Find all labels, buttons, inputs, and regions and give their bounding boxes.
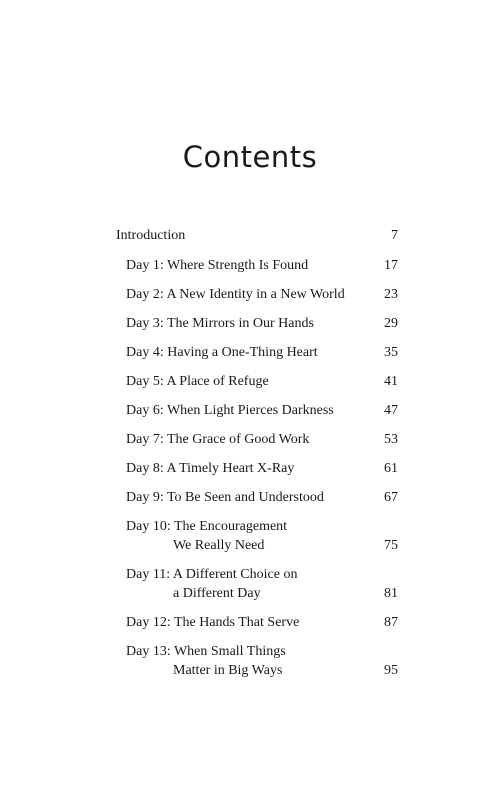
toc-entry-label: Day 4: Having a One-Thing Heart — [126, 345, 318, 360]
toc-entry-day-1[interactable] — [116, 256, 398, 275]
toc-entry-day-10[interactable] — [116, 517, 398, 555]
toc-page-number: 67 — [384, 490, 398, 505]
table-of-contents — [116, 226, 398, 690]
toc-entry-label: Day 12: The Hands That Serve — [126, 615, 300, 630]
toc-page-number: 29 — [384, 316, 398, 331]
toc-entry-day-2[interactable] — [116, 285, 398, 304]
toc-entry-label: Day 1: Where Strength Is Found — [126, 258, 309, 273]
toc-entry-day-3[interactable] — [116, 314, 398, 333]
toc-entry-day-12[interactable] — [116, 613, 398, 632]
toc-entry-day-6[interactable] — [116, 401, 398, 420]
toc-page-number: 75 — [384, 538, 398, 553]
toc-entry-day-11[interactable] — [116, 565, 398, 603]
toc-page-number: 81 — [384, 586, 398, 601]
toc-entry-label: Introduction — [116, 228, 186, 243]
toc-entry-label-continued: a Different Day — [173, 586, 261, 601]
toc-entry-label: Day 11: A Different Choice on — [126, 567, 298, 582]
toc-page-number: 41 — [384, 374, 398, 389]
toc-entry-label: Day 13: When Small Things — [126, 644, 286, 659]
toc-entry-day-8[interactable] — [116, 459, 398, 478]
toc-entry-day-13[interactable] — [116, 642, 398, 680]
toc-entry-day-4[interactable] — [116, 343, 398, 362]
toc-entry-label: Day 10: The Encouragement — [126, 519, 288, 534]
toc-page-number: 61 — [384, 461, 398, 476]
toc-entry-day-5[interactable] — [116, 372, 398, 391]
toc-entry-label-block — [126, 517, 398, 555]
toc-entry-label-continued: We Really Need — [173, 538, 265, 553]
toc-entry-label: Day 3: The Mirrors in Our Hands — [126, 316, 314, 331]
toc-entry-label: Day 2: A New Identity in a New World — [126, 287, 345, 302]
toc-entry-day-7[interactable] — [116, 430, 398, 449]
toc-entry-label-block — [126, 565, 398, 603]
toc-page-number: 87 — [384, 615, 398, 630]
toc-entry-label: Day 6: When Light Pierces Darkness — [126, 403, 334, 418]
toc-page-number: 47 — [384, 403, 398, 418]
toc-page-number: 53 — [384, 432, 398, 447]
toc-page-number: 17 — [384, 258, 398, 273]
toc-page-number: 35 — [384, 345, 398, 360]
toc-page-number: 95 — [384, 663, 398, 678]
toc-entry-introduction[interactable] — [116, 226, 398, 245]
toc-entry-label: Day 8: A Timely Heart X-Ray — [126, 461, 295, 476]
toc-entry-label: Day 5: A Place of Refuge — [126, 374, 269, 389]
toc-page-number: 23 — [384, 287, 398, 302]
toc-entry-label-continued: Matter in Big Ways — [173, 663, 283, 678]
toc-entry-label: Day 7: The Grace of Good Work — [126, 432, 310, 447]
toc-page-number: 7 — [391, 228, 398, 243]
toc-entry-label: Day 9: To Be Seen and Understood — [126, 490, 324, 505]
page-title: Contents — [182, 140, 318, 174]
toc-entry-day-9[interactable] — [116, 488, 398, 507]
toc-entry-label-block — [126, 642, 398, 680]
